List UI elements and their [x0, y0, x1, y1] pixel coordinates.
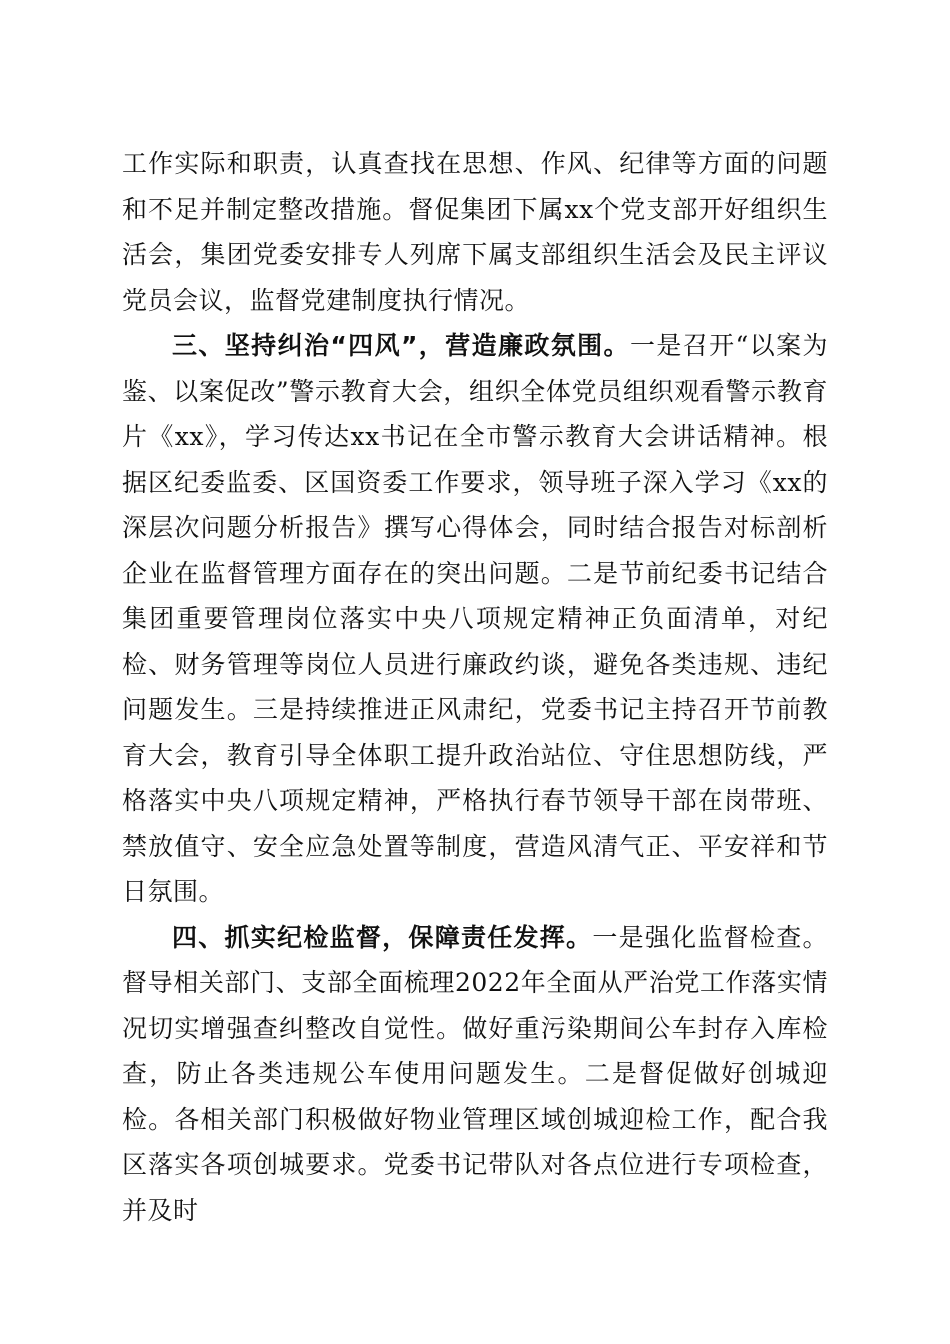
- section-heading: 三、坚持纠治“四风”，营造廉政氛围。: [172, 331, 630, 360]
- paragraph-section-three: [122, 323, 828, 915]
- paragraph-section-four: [122, 915, 828, 1234]
- paragraph-body: 工作实际和职责，认真查找在思想、作风、纪律等方面的问题和不足并制定整改措施。督促集团下属xx个党支部开好组织生活会，集团党委安排专人列席下属支部组织生活会及民主评议党员会议，监督党建制度执行情况。: [122, 149, 828, 315]
- paragraph-continuation: [122, 141, 828, 323]
- paragraph-body: 一是强化监督检查。督导相关部门、支部全面梳理2022年全面从严治党工作落实情况切实增强查纠整改自觉性。做好重污染期间公车封存入库检查，防止各类违规公车使用问题发生。二是督促做好创城迎检。各相关部门积极做好物业管理区域创城迎检工作，配合我区落实各项创城要求。党委书记带队对各点位进行专项检查，并及时: [122, 922, 828, 1225]
- section-heading: 四、抓实纪检监督，保障责任发挥。: [172, 922, 593, 952]
- document-body: [122, 141, 828, 1233]
- paragraph-body: 一是召开“以案为鉴、以案促改”警示教育大会，组织全体党员组织观看警示教育片《xx》，学习传达xx书记在全市警示教育大会讲话精神。根据区纪委监委、区国资委工作要求，领导班子深入学习《xx的深层次问题分析报告》撰写心得体会，同时结合报告对标剖析企业在监督管理方面存在的突出问题。二是节前纪委书记结合集团重要管理岗位落实中央八项规定精神正负面清单，对纪检、财务管理等岗位人员进行廉政约谈，避免各类违规、违纪问题发生。三是持续推进正风肃纪，党委书记主持召开节前教育大会，教育引导全体职工提升政治站位、守住思想防线，严格落实中央八项规定精神，严格执行春节领导干部在岗带班、禁放值守、安全应急处置等制度，营造风清气正、平安祥和节日氛围。: [122, 331, 828, 906]
